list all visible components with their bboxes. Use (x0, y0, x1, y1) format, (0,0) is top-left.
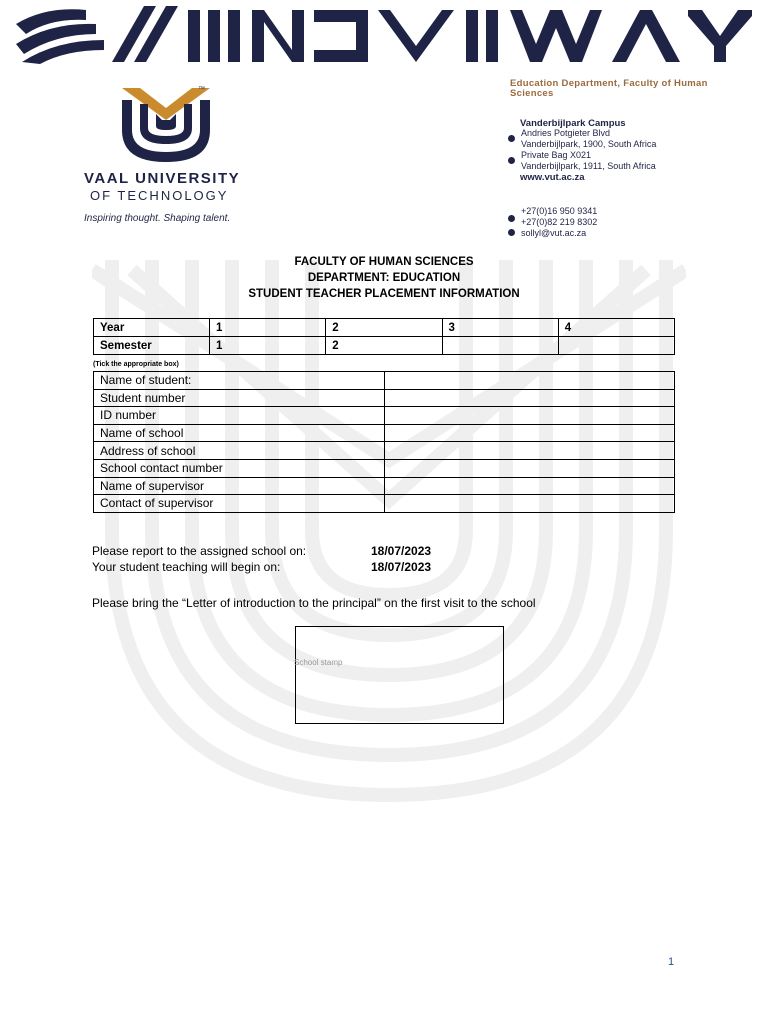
email-link[interactable]: sollyl@vut.ac.za (521, 228, 587, 238)
table-row (94, 459, 675, 477)
logo-tagline: Inspiring thought. Shaping talent. (84, 213, 231, 224)
mail-icon (508, 157, 515, 164)
page-number: 1 (668, 956, 675, 968)
field-label: ID number (94, 407, 385, 425)
field-label: Name of supervisor (94, 477, 385, 495)
semester-option-1[interactable]: 1 (210, 337, 326, 355)
semester-empty-cell (558, 337, 674, 355)
field-label: Name of school (94, 424, 385, 442)
form-title: STUDENT TEACHER PLACEMENT INFORMATION (248, 288, 520, 300)
field-label: Contact of supervisor (94, 495, 385, 513)
department-title: Education Department, Faculty of Human Sciences (510, 78, 708, 99)
phone-icon (508, 215, 515, 222)
school-stamp-box (295, 626, 504, 724)
postal-line1: Private Bag X021 (521, 150, 592, 160)
year-label: Year (94, 319, 210, 337)
department-heading: DEPARTMENT: EDUCATION (307, 272, 461, 284)
semester-label: Semester (94, 337, 210, 355)
table-row (94, 407, 675, 425)
postal-line2: Vanderbijlpark, 1911, South Africa (521, 160, 656, 171)
field-label: Student number (94, 389, 385, 407)
field-label: School contact number (94, 459, 385, 477)
table-row (94, 372, 675, 390)
student-info-table (93, 371, 675, 513)
supervisor-name-field[interactable] (385, 477, 675, 495)
stamp-label: School stamp (294, 658, 343, 667)
table-row (94, 442, 675, 460)
location-icon (508, 135, 515, 142)
school-contact-field[interactable] (385, 459, 675, 477)
semester-empty-cell (442, 337, 558, 355)
year-semester-table (93, 318, 675, 355)
campus-name: Vanderbijlpark Campus (520, 118, 626, 129)
table-row (94, 495, 675, 513)
student-name-field[interactable] (385, 372, 675, 390)
year-option-4[interactable]: 4 (558, 319, 674, 337)
trademark-symbol: ™ (198, 86, 205, 93)
table-row (94, 477, 675, 495)
year-option-1[interactable]: 1 (210, 319, 326, 337)
email-icon (508, 229, 515, 236)
begin-label: Your student teaching will begin on: (92, 560, 281, 574)
decorative-banner (16, 6, 752, 64)
report-date: 18/07/2023 (371, 544, 432, 558)
faculty-heading: FACULTY OF HUMAN SCIENCES (294, 256, 474, 268)
address-line1: Andries Potgieter Blvd (521, 128, 611, 138)
phone-1: +27(0)16 950 9341 (521, 206, 598, 216)
year-option-2[interactable]: 2 (326, 319, 442, 337)
logo-name-line2: OF TECHNOLOGY (90, 188, 229, 203)
vut-logo-icon (118, 86, 214, 164)
table-row (94, 424, 675, 442)
postal-address (521, 150, 656, 171)
tick-instruction: (Tick the appropriate box) (93, 361, 179, 368)
student-number-field[interactable] (385, 389, 675, 407)
year-row (94, 319, 675, 337)
report-label: Please report to the assigned school on: (92, 544, 307, 558)
bring-letter-note: Please bring the “Letter of introduction to the principal” on the first visit to the school (92, 596, 536, 610)
school-name-field[interactable] (385, 424, 675, 442)
supervisor-contact-field[interactable] (385, 495, 675, 513)
id-number-field[interactable] (385, 407, 675, 425)
semester-row (94, 337, 675, 355)
address-line2: Vanderbijlpark, 1900, South Africa (521, 138, 657, 149)
semester-option-2[interactable]: 2 (326, 337, 442, 355)
begin-date: 18/07/2023 (371, 560, 432, 574)
street-address (521, 128, 656, 149)
field-label: Address of school (94, 442, 385, 460)
school-address-field[interactable] (385, 442, 675, 460)
year-option-3[interactable]: 3 (442, 319, 558, 337)
field-label: Name of student: (94, 372, 385, 390)
table-row (94, 389, 675, 407)
logo-name-line1: VAAL UNIVERSITY (84, 170, 241, 187)
website-link[interactable]: www.vut.ac.za (520, 172, 585, 183)
phone-2: +27(0)82 219 8302 (521, 217, 598, 227)
